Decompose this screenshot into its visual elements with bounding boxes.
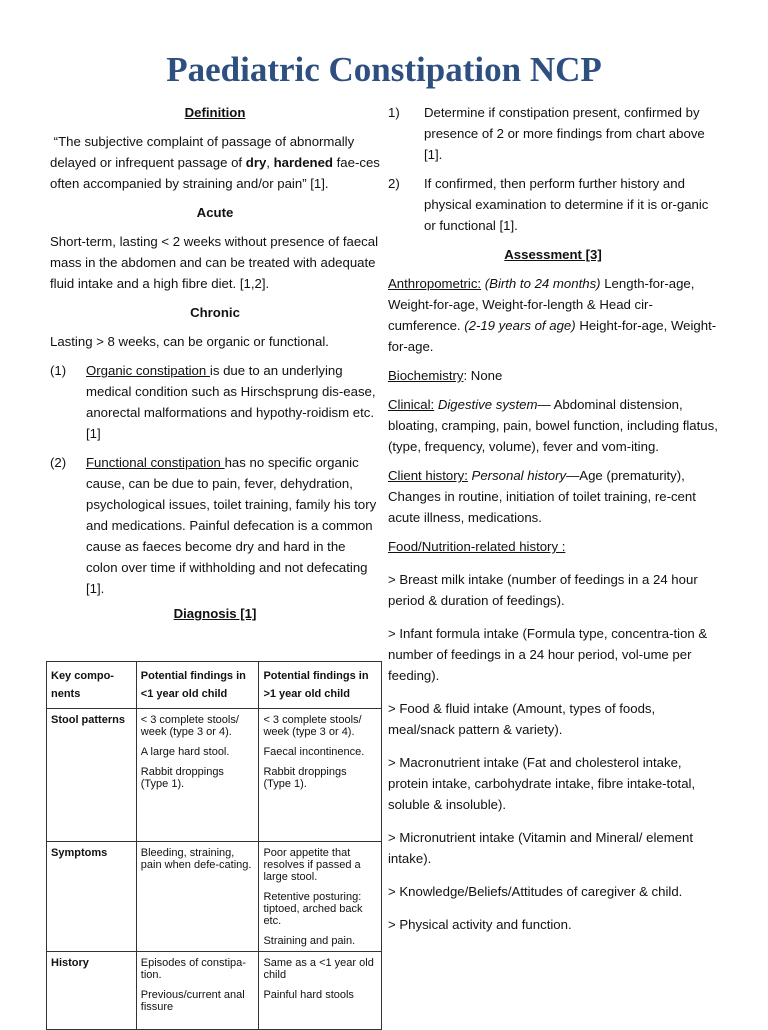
- cell-line: Episodes of constipa-tion.: [140, 957, 246, 981]
- list-item: [50, 452, 380, 599]
- cell-line: < 3 complete stools/ week (type 3 or 4).: [263, 714, 362, 738]
- table-row: [47, 952, 382, 1030]
- diagnosis-heading: Diagnosis [1]: [173, 606, 257, 621]
- cell-line: Retentive posturing: tiptoed, arched back etc.: [263, 891, 363, 927]
- definition-bold-dry: dry: [245, 155, 267, 170]
- cell-line: Rabbit droppings (Type 1).: [263, 766, 347, 790]
- step-number: 2): [388, 176, 400, 191]
- table-key: Symptoms: [47, 842, 137, 952]
- food-item: > Knowledge/Beliefs/Attitudes of caregiver & child.: [388, 884, 683, 899]
- left-column: [50, 102, 380, 632]
- list-item: [50, 360, 380, 444]
- table-cell: [136, 952, 259, 1030]
- list-number: (2): [50, 455, 67, 470]
- page-title: Paediatric Constipation NCP: [166, 50, 602, 89]
- anthropometric-para: [388, 273, 718, 357]
- table-cell: [136, 709, 259, 842]
- client-history-para: [388, 465, 718, 528]
- chronic-text: Lasting > 8 weeks, can be organic or functional.: [50, 334, 329, 349]
- food-item: > Infant formula intake (Formula type, concentra-tion & number of feedings in a 24 hour period, vol-ume per feeding).: [388, 626, 708, 683]
- cell-line: Straining and pain.: [263, 935, 356, 947]
- definition-bold-hardened: hardened: [273, 155, 333, 170]
- cell-line: Bleeding, straining, pain when defe-cating.: [140, 847, 252, 871]
- clinical-label: Clinical:: [388, 397, 435, 412]
- functional-text: has no specific organic cause, can be due to pain, fever, dehydration, psychological issues, toilet training, family his tory and medications. Painful defecation is a common cause as faeces become dry and hard in the colon over time if withholding and not defecating [1].: [86, 455, 377, 596]
- food-history: [388, 536, 718, 935]
- functional-label: Functional constipation: [86, 455, 225, 470]
- organic-label: Organic constipation: [86, 363, 210, 378]
- cell-line: Faecal incontinence.: [263, 746, 365, 758]
- food-item: > Food & fluid intake (Amount, types of foods, meal/snack pattern & variety).: [388, 701, 656, 737]
- food-item: > Micronutrient intake (Vitamin and Mineral/ element intake).: [388, 830, 694, 866]
- table-row: [47, 842, 382, 952]
- table-row: [47, 709, 382, 842]
- cell-line: Same as a <1 year old child: [263, 957, 374, 981]
- chronic-heading: Chronic: [190, 305, 240, 320]
- clinical-text: — Abdominal distension, bloating, cramping, pain, bowel function, including flatus, (type, frequency, volume), fever and vom-iting.: [388, 397, 718, 454]
- list-item: [388, 173, 718, 236]
- list-number: (1): [50, 363, 67, 378]
- anthropometric-label: Anthropometric:: [388, 276, 482, 291]
- diagnosis-table: [46, 661, 382, 1030]
- biochemistry-label: Biochemistry: [388, 368, 464, 383]
- food-item: > Macronutrient intake (Fat and cholesterol intake, protein intake, carbohydrate intake, fibre intake-total, soluble & insoluble).: [388, 755, 696, 812]
- cell-line: Previous/current anal fissure: [140, 989, 245, 1013]
- food-item: > Breast milk intake (number of feedings in a 24 hour period & duration of feedings).: [388, 572, 698, 608]
- right-column: [388, 102, 718, 947]
- table-cell: [259, 952, 382, 1030]
- table-header: Key compo-nents: [47, 662, 137, 709]
- food-item: > Physical activity and function.: [388, 917, 572, 932]
- step-number: 1): [388, 105, 400, 120]
- organic-text: is due to an underlying medical condition such as Hirschsprung dis-ease, anorectal malformations and hypothy-roidism etc. [1]: [86, 363, 376, 441]
- cell-line: Painful hard stools: [263, 989, 354, 1001]
- table-cell: [259, 842, 382, 952]
- definition-text: [50, 131, 380, 194]
- anthro-age-2: (2-19 years of age): [464, 318, 576, 333]
- definition-part: fae-ces often accompanied by straining and/or pain” [1].: [50, 155, 380, 191]
- step-text: Determine if constipation present, confirmed by presence of 2 or more findings from chart above [1].: [424, 105, 705, 162]
- table-header: Potential findings in <1 year old child: [136, 662, 259, 709]
- client-history-personal: Personal history: [467, 468, 567, 483]
- cell-line: A large hard stool.: [140, 746, 230, 758]
- table-header: Potential findings in >1 year old child: [259, 662, 382, 709]
- client-history-label: Client history:: [388, 468, 468, 483]
- cell-line: < 3 complete stools/ week (type 3 or 4).: [140, 714, 239, 738]
- clinical-system: Digestive system: [434, 397, 538, 412]
- assessment-heading: Assessment [3]: [504, 247, 602, 262]
- table-header-row: [47, 662, 382, 709]
- biochemistry-para: [388, 365, 718, 386]
- food-heading: Food/Nutrition-related history :: [388, 539, 566, 554]
- anthro-text-1: Length-for-age, Weight-for-age, Weight-for-length & Head cir-cumference.: [388, 276, 695, 333]
- table-key: Stool patterns: [47, 709, 137, 842]
- cell-line: Poor appetite that resolves if passed a large stool.: [263, 847, 361, 883]
- definition-heading: Definition: [184, 105, 246, 120]
- biochemistry-text: : None: [463, 368, 503, 383]
- cell-line: Rabbit droppings (Type 1).: [140, 766, 224, 790]
- table-key: History: [47, 952, 137, 1030]
- definition-part: ,: [266, 155, 274, 170]
- definition-part: “The subjective complaint of passage of abnormally delayed or infrequent passage of: [50, 134, 355, 170]
- clinical-para: [388, 394, 718, 457]
- acute-heading: Acute: [196, 205, 234, 220]
- acute-text: Short-term, lasting < 2 weeks without presence of faecal mass in the abdomen and can be treated with adequate fluid intake and a high fibre diet. [1,2].: [50, 234, 379, 291]
- table-cell: [136, 842, 259, 952]
- client-history-text: —Age (prematurity), Changes in routine, initiation of toilet training, re-cent acute illness, medications.: [388, 468, 696, 525]
- anthro-text-2: Height-for-age, Weight-for-age.: [388, 318, 717, 354]
- anthro-age-1: (Birth to 24 months): [481, 276, 601, 291]
- step-text: If confirmed, then perform further history and physical examination to determine if it is or-ganic or functional [1].: [424, 176, 709, 233]
- table-cell: [259, 709, 382, 842]
- list-item: [388, 102, 718, 165]
